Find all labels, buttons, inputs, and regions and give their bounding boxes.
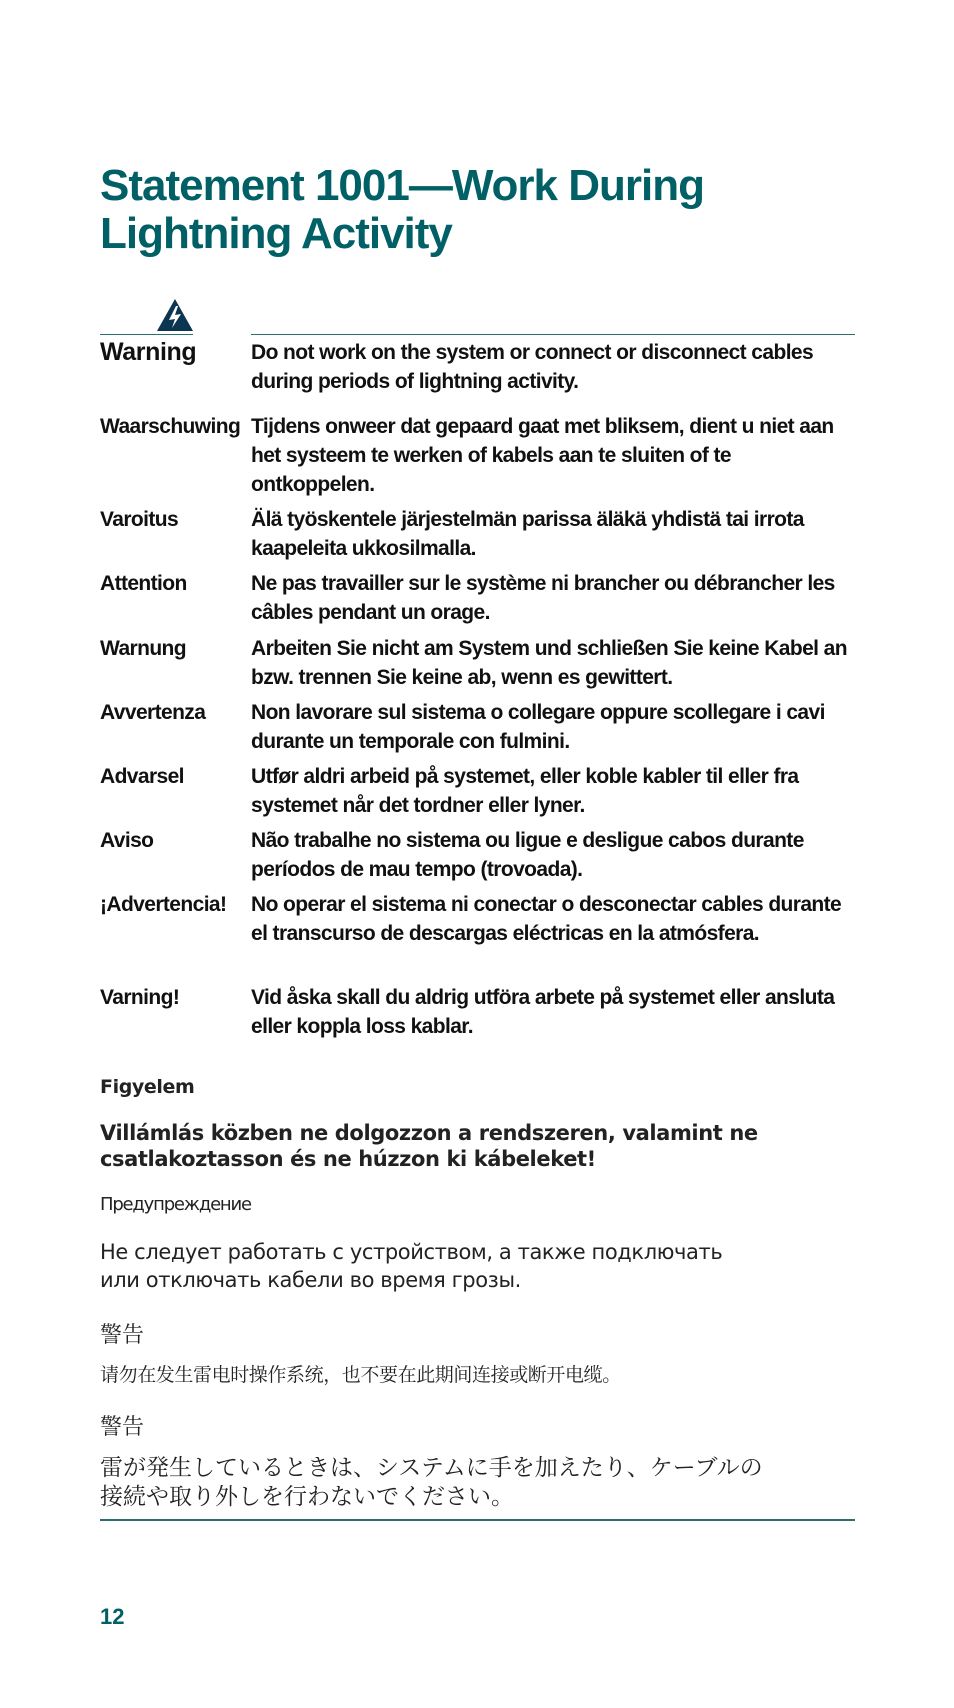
header-rule-right — [251, 334, 855, 335]
statement-label: Advarsel — [100, 765, 184, 788]
russian-text: Не следует работать с устройством, а также подключать или отключать кабели во время грозы. — [100, 1240, 723, 1292]
chinese-label: 警告 — [100, 1323, 145, 1348]
chinese-text: 请勿在发生雷电时操作系统，也不要在此期间连接或断开电缆。 — [100, 1364, 621, 1386]
hungarian-text: Villámlás közben ne dolgozzon a rendszeren, valamint ne csatlakoztasson és ne húzzon ki kábeleket! — [100, 1121, 758, 1171]
statement-text: Tijdens onweer dat gepaard gaat met bliksem, dient u niet aan het systeem te werken of kabels aan te sluiten of te ontkoppelen. — [251, 415, 834, 496]
statement-label: ¡Advertencia! — [100, 893, 227, 916]
russian-label: Предупреждение — [100, 1194, 251, 1215]
statement-text: Ne pas travailler sur le système ni brancher ou débrancher les câbles pendant un orage. — [251, 572, 835, 624]
statement-text: Utfør aldri arbeid på systemet, eller koble kabler til eller fra systemet når det tordner eller lyner. — [251, 765, 799, 817]
statement-label: Attention — [100, 572, 187, 595]
statement-label: Aviso — [100, 829, 154, 852]
statement-label: Varning! — [100, 986, 180, 1009]
japanese-text: 雷が発生しているときは、システムに手を加えたり、ケーブルの接続や取り外しを行わないでください。 — [100, 1455, 763, 1510]
statement-label: Varoitus — [100, 508, 179, 531]
japanese-label: 警告 — [100, 1415, 145, 1440]
header-rule-left — [100, 334, 193, 335]
statement-label: Avvertenza — [100, 701, 206, 724]
statement-label: Warning — [100, 338, 197, 366]
statement-text: Älä työskentele järjestelmän parissa äläkä yhdistä tai irrota kaapeleita ukkosilmalla. — [251, 508, 804, 560]
statement-text: Vid åska skall du aldrig utföra arbete på systemet eller ansluta eller koppla loss kablar. — [251, 986, 835, 1038]
page-title: Statement 1001—Work During Lightning Activity — [100, 161, 705, 258]
statement-label: Waarschuwing — [100, 415, 241, 438]
warning-triangle-lightning-icon — [156, 298, 194, 332]
statement-text: Não trabalhe no sistema ou ligue e desligue cabos durante períodos de mau tempo (trovoada). — [251, 829, 804, 881]
statement-text: Arbeiten Sie nicht am System und schließen Sie keine Kabel an bzw. trennen Sie keine ab, wenn es gewittert. — [251, 637, 847, 689]
statement-text: Do not work on the system or connect or disconnect cables during periods of lightning activity. — [251, 341, 814, 393]
hungarian-label: Figyelem — [100, 1076, 195, 1098]
footer-rule — [100, 1519, 855, 1521]
statement-text: Non lavorare sul sistema o collegare oppure scollegare i cavi durante un temporale con fulmini. — [251, 701, 825, 753]
page-number: 12 — [100, 1604, 125, 1629]
statement-text: No operar el sistema ni conectar o desconectar cables durante el transcurso de descargas eléctricas en la atmósfera. — [251, 893, 842, 945]
statement-label: Warnung — [100, 637, 187, 660]
